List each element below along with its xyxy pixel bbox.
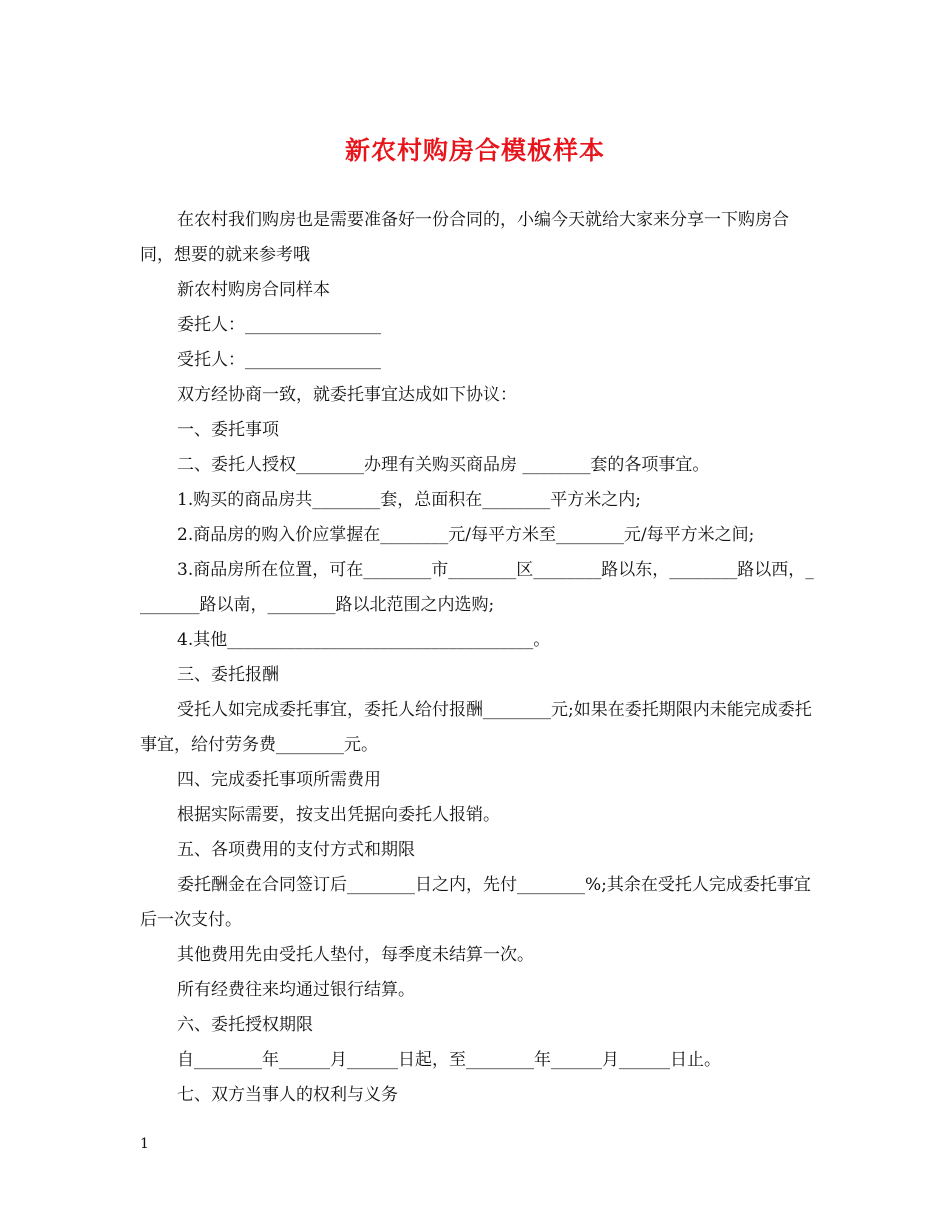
section-heading-3: 三、委托报酬 [177,665,279,685]
page-number: 1 [140,1136,149,1152]
clause-1: 1.购买的商品房共________套，总面积在________平方米之内; [177,490,641,510]
expenses-paragraph: 根据实际需要，按支出凭据向委托人报销。 [177,805,500,825]
principal-line: 委托人：________________ [177,315,381,335]
document-body [140,203,820,1113]
agreement-intro: 双方经协商一致，就委托事宜达成如下协议： [177,385,517,405]
section-heading-6: 六、委托授权期限 [177,1015,313,1035]
remuneration-paragraph: 受托人如完成委托事宜，委托人给付报酬________元;如果在委托期限内未能完成委托事宜，给付劳务费________元。 [140,700,812,755]
section-heading-2: 二、委托人授权________办理有关购买商品房 ________套的各项事宜。 [177,455,710,475]
document-title: 新农村购房合模板样本 [344,136,605,165]
clause-3: 3.商品房所在位置，可在________市________区________路以东，________路以西，________路以南，________路以北范围之内选购; [140,560,814,615]
clause-2: 2.商品房的购入价应掌握在________元/每平方米至________元/每平方米之间; [177,525,755,545]
agent-line: 受托人：________________ [177,350,381,370]
section-heading-4: 四、完成委托事项所需费用 [177,770,381,790]
other-fees-paragraph: 其他费用先由受托人垫付，每季度未结算一次。 [177,945,534,965]
section-heading-1: 一、委托事项 [177,420,279,440]
section-heading-5: 五、各项费用的支付方式和期限 [177,840,415,860]
term-paragraph: 自________年______月______日起，至________年______月______日止。 [177,1050,721,1070]
bank-settlement-paragraph: 所有经费往来均通过银行结算。 [177,980,415,1000]
clause-4: 4.其他____________________________________。 [177,630,551,650]
section-heading-7: 七、双方当事人的权利与义务 [177,1085,398,1105]
contract-heading: 新农村购房合同样本 [177,280,330,300]
payment-paragraph: 委托酬金在合同签订后________日之内，先付________%;其余在受托人完成委托事宜后一次支付。 [140,875,811,930]
intro-paragraph: 在农村我们购房也是需要准备好一份合同的，小编今天就给大家来分享一下购房合同，想要的就来参考哦 [140,210,789,265]
